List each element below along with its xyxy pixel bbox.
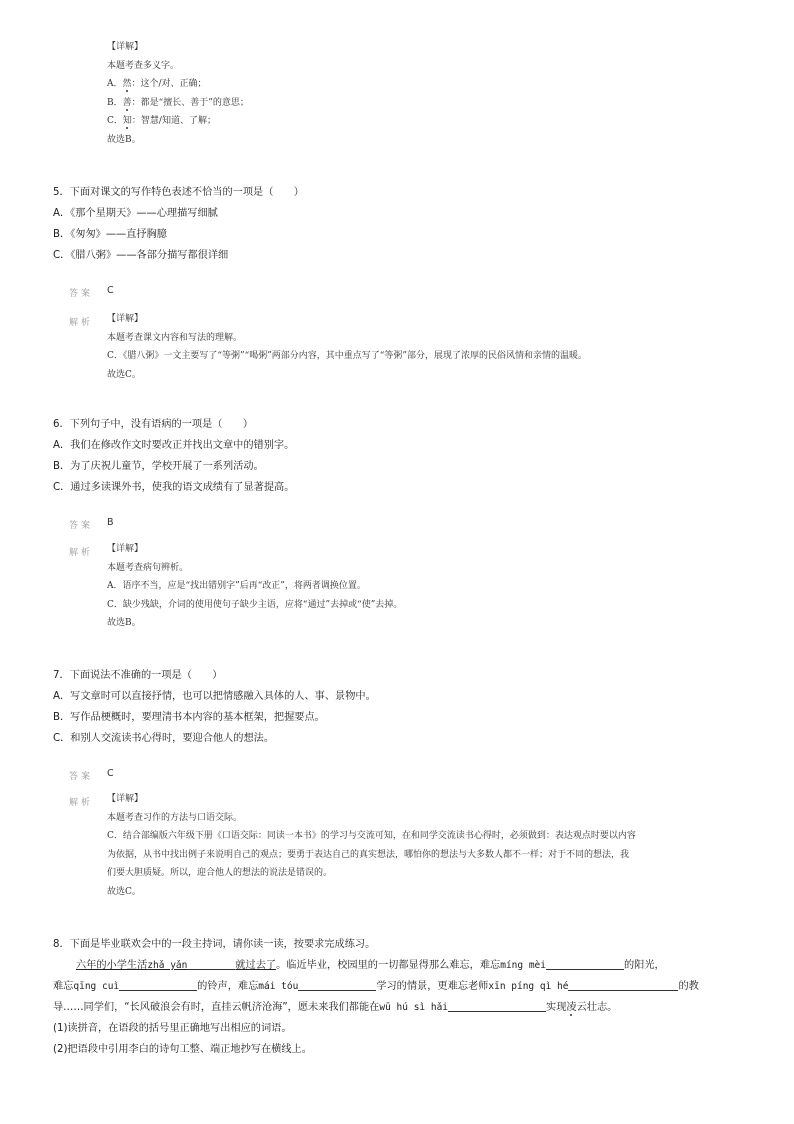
pinyin: qīng cuì	[73, 981, 120, 992]
pinyin: mái tóu	[258, 981, 299, 992]
detail-line: A．然：这个/对、正确；	[107, 79, 207, 89]
answer-value: C	[107, 285, 114, 296]
pinyin: zhǎ yǎn	[147, 960, 188, 971]
option-a: A．我们在修改作文时要改正并找出文章中的错别字。	[53, 440, 295, 451]
answer-label: 答案	[69, 289, 94, 299]
answer-value: C	[107, 768, 114, 779]
detail-line: C．结合部编版六年级下册《口语交际：同读一本书》的学习与交流可知，在和同学交流读书心得时，必须做到：表达观点时要以内容	[107, 831, 636, 841]
question-stem: 6．下列句子中，没有语病的一项是（ ）	[53, 419, 254, 430]
emphasis-char: 然	[122, 79, 132, 89]
emphasis-char: 凌	[566, 1002, 577, 1013]
answer-blank[interactable]	[568, 978, 678, 991]
answer-blank[interactable]	[298, 978, 376, 991]
question-stem: 7．下面说法不准确的一项是（ ）	[53, 670, 223, 681]
detail-line: 本题考查习作的方法与口语交际。	[107, 812, 243, 823]
q5-detail	[107, 310, 587, 384]
detail-line: B．善：都是“擅长、善于”的意思；	[107, 97, 249, 108]
passage-line-1: 六年的小学生活zhǎ yǎn 就过去了。临近毕业，校园里的一切都显得那么难忘，难忘míng mèi 的阳光，	[53, 955, 753, 976]
option-b: B．写作品梗概时，要理清书本内容的基本框架，把握要点。	[53, 712, 325, 723]
answer-label: 答案	[69, 772, 94, 782]
question-stem: 5．下面对课文的写作特色表述不恰当的一项是（ ）	[53, 187, 304, 198]
answer-value: B	[107, 517, 114, 528]
detail-line: A．语序不当，应是“找出错别字”后再“改正”，将两者调换位置。	[107, 581, 366, 591]
detail-line: C．《腊八粥》一文主要写了“等粥”“喝粥”两部分内容，其中重点写了“等粥”部分，展现了浓厚的民俗风情和亲情的温暖。	[107, 351, 587, 361]
detail-header: 【详解】	[107, 544, 144, 554]
option-b: B．《匆匆》——直抒胸臆	[53, 229, 167, 240]
detail-line: 故选C。	[107, 369, 141, 380]
option-b: B．为了庆祝儿童节，学校开展了一系列活动。	[53, 461, 264, 472]
answer-blank[interactable]	[187, 957, 235, 970]
detail-header: 【详解】	[107, 794, 144, 804]
detail-header: 【详解】	[107, 314, 144, 324]
detail-line: 故选C。	[107, 886, 141, 897]
analysis-label: 解析	[69, 318, 94, 328]
q6-detail	[107, 540, 402, 633]
option-c: C．通过多读课外书，使我的语文成绩有了显著提高。	[53, 482, 295, 493]
detail-line: 故选B。	[107, 618, 141, 628]
detail-line: 们要大胆质疑。所以，迎合他人的想法的说法是错误的。	[107, 868, 333, 878]
answer-label: 答案	[69, 521, 94, 531]
question-6	[53, 414, 294, 498]
emphasis-char: 知	[122, 116, 132, 126]
detail-line: C．缺少残缺，介词的使用使句子缺少主语，应将“通过”去掉或“使”去掉。	[107, 599, 403, 610]
answer-blank[interactable]	[448, 999, 546, 1012]
detail-line: C．知：智慧/知道、了解；	[107, 116, 216, 126]
option-a: A．《那个星期天》——心理描写细腻	[53, 208, 218, 219]
question-stem: 8．下面是毕业联欢会中的一段主持词，请你读一读，按要求完成练习。	[53, 939, 376, 950]
detail-line: 故选B。	[107, 134, 141, 145]
question-8	[53, 934, 753, 1060]
q7-detail	[107, 790, 636, 901]
detail-header: 【详解】	[107, 42, 144, 52]
detail-line: 本题考查病句辨析。	[107, 562, 189, 573]
passage-line-3: 导……同学们，“长风破浪会有时，直挂云帆济沧海”，愿未来我们都能在wū hú sì hǎi 实现凌云壮志。	[53, 997, 753, 1018]
pinyin: xīn píng qì hé	[488, 981, 569, 992]
question-5	[53, 182, 304, 266]
emphasis-char: 善	[122, 97, 132, 108]
analysis-label: 解析	[69, 548, 94, 558]
pinyin: wū hú sì hǎi	[379, 1002, 449, 1013]
detail-line: 本题考查课文内容和写法的理解。	[107, 332, 243, 343]
option-c: C．《腊八粥》——各部分描写都很详细	[53, 250, 229, 261]
question-7	[53, 665, 376, 749]
answer-blank[interactable]	[119, 978, 197, 991]
pinyin: míng mèi	[500, 960, 546, 971]
analysis-label: 解析	[69, 798, 94, 808]
detail-line: 本题考查多义字。	[107, 60, 180, 71]
q4-detail	[107, 38, 249, 149]
option-a: A．写文章时可以直接抒情，也可以把情感融入具体的人、事、景物中。	[53, 691, 376, 702]
underlined-text: 六年的小学生活zhǎ yǎn 就过去了	[76, 960, 276, 971]
passage-line-2: 难忘qīng cuì 的铃声，难忘mái tóu 学习的情景，更难忘老师xīn píng qì hé 的教	[53, 976, 753, 997]
answer-blank[interactable]	[546, 957, 624, 970]
option-c: C．和别人交流读书心得时，要迎合他人的想法。	[53, 733, 275, 744]
detail-line: 为依据，从书中找出例子来说明自己的观点；要勇于表达自己的真实想法，哪怕你的想法与大多数人都不一样；对于不同的想法，我	[107, 849, 630, 860]
task-2: (2)把语段中引用李白的诗句工整、端正地抄写在横线上。	[53, 1044, 312, 1055]
task-1: (1)读拼音，在语段的括号里正确地写出相应的词语。	[53, 1023, 292, 1034]
